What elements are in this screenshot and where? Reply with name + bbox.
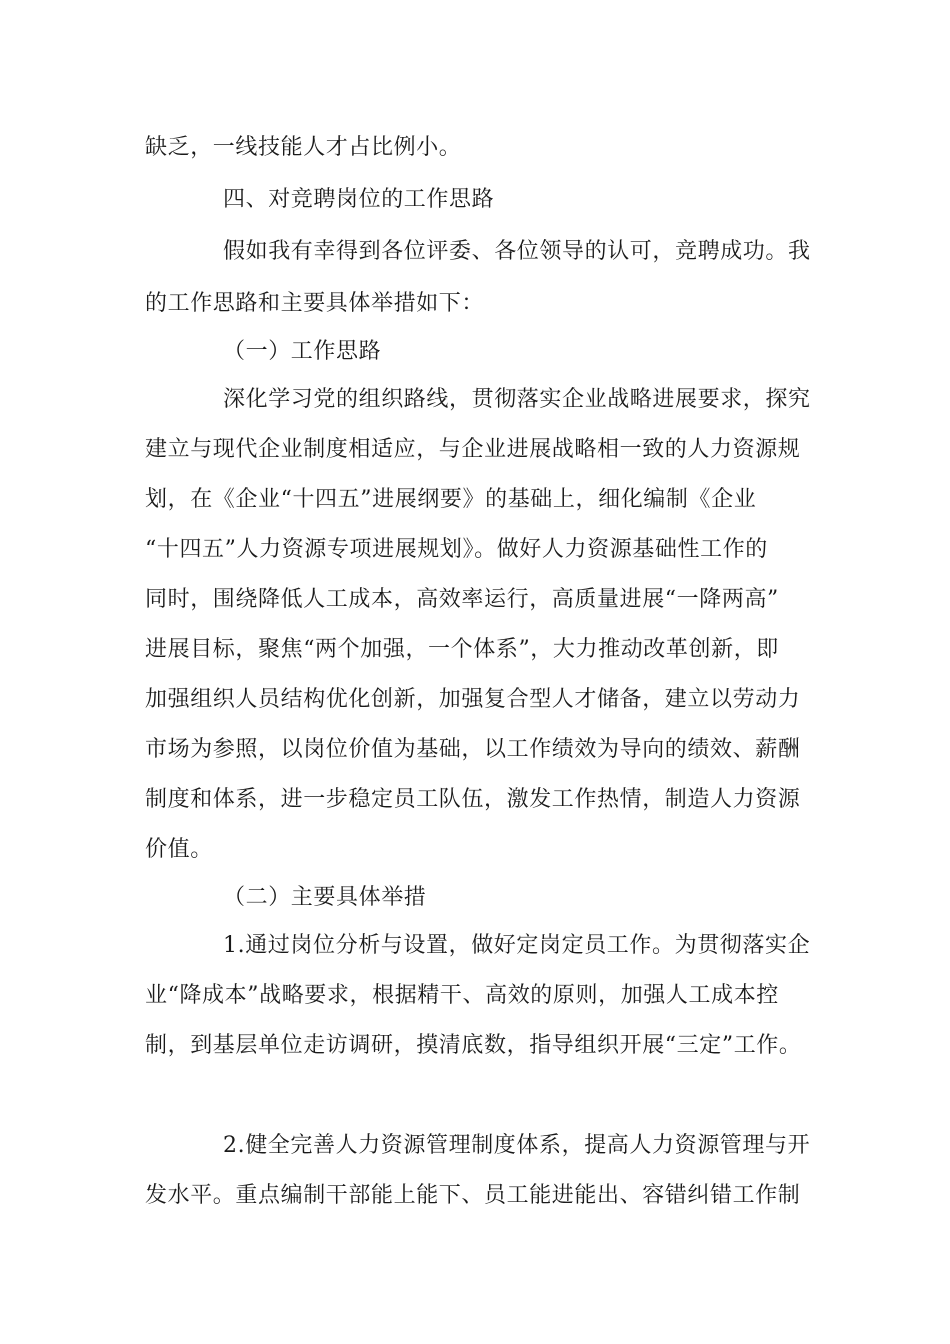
text-line: 业“降成本”战略要求，根据精干、高效的原则，加强人工成本控 <box>145 983 779 1008</box>
subsection-heading: （二）主要具体举措 <box>223 885 427 910</box>
section-heading: 四、对竞聘岗位的工作思路 <box>223 187 495 212</box>
text-line: 深化学习党的组织路线，贯彻落实企业战略进展要求，探究 <box>223 387 811 412</box>
text-line: 价值。 <box>145 837 213 862</box>
text-line: 建立与现代企业制度相适应，与企业进展战略相一致的人力资源规 <box>145 437 801 462</box>
text-line: 1.通过岗位分析与设置，做好定岗定员工作。为贯彻落实企 <box>223 933 811 958</box>
text-line: 划，在《企业“十四五”进展纲要》的基础上，细化编制《企业 <box>145 487 757 512</box>
text-line: 进展目标，聚焦“两个加强，一个体系”，大力推动改革创新，即 <box>145 637 779 662</box>
text-line: 制度和体系，进一步稳定员工队伍，激发工作热情，制造人力资源 <box>145 787 801 812</box>
text-line: 制，到基层单位走访调研，摸清底数，指导组织开展“三定”工作。 <box>145 1033 802 1058</box>
text-line: 同时，围绕降低人工成本，高效率运行，高质量进展“一降两高” <box>145 587 779 612</box>
text-line: 假如我有幸得到各位评委、各位领导的认可，竞聘成功。我 <box>223 239 811 264</box>
text-line: 发水平。重点编制干部能上能下、员工能进能出、容错纠错工作制 <box>145 1183 801 1208</box>
text-line: 2.健全完善人力资源管理制度体系，提高人力资源管理与开 <box>223 1133 811 1158</box>
text-line: “十四五”人力资源专项进展规划》。做好人力资源基础性工作的 <box>145 537 768 562</box>
text-line: 加强组织人员结构优化创新，加强复合型人才储备，建立以劳动力 <box>145 687 801 712</box>
text-line: 市场为参照，以岗位价值为基础，以工作绩效为导向的绩效、薪酬 <box>145 737 801 762</box>
subsection-heading: （一）工作思路 <box>223 339 382 364</box>
text-line: 缺乏，一线技能人才占比例小。 <box>145 135 462 160</box>
text-line: 的工作思路和主要具体举措如下： <box>145 291 485 316</box>
